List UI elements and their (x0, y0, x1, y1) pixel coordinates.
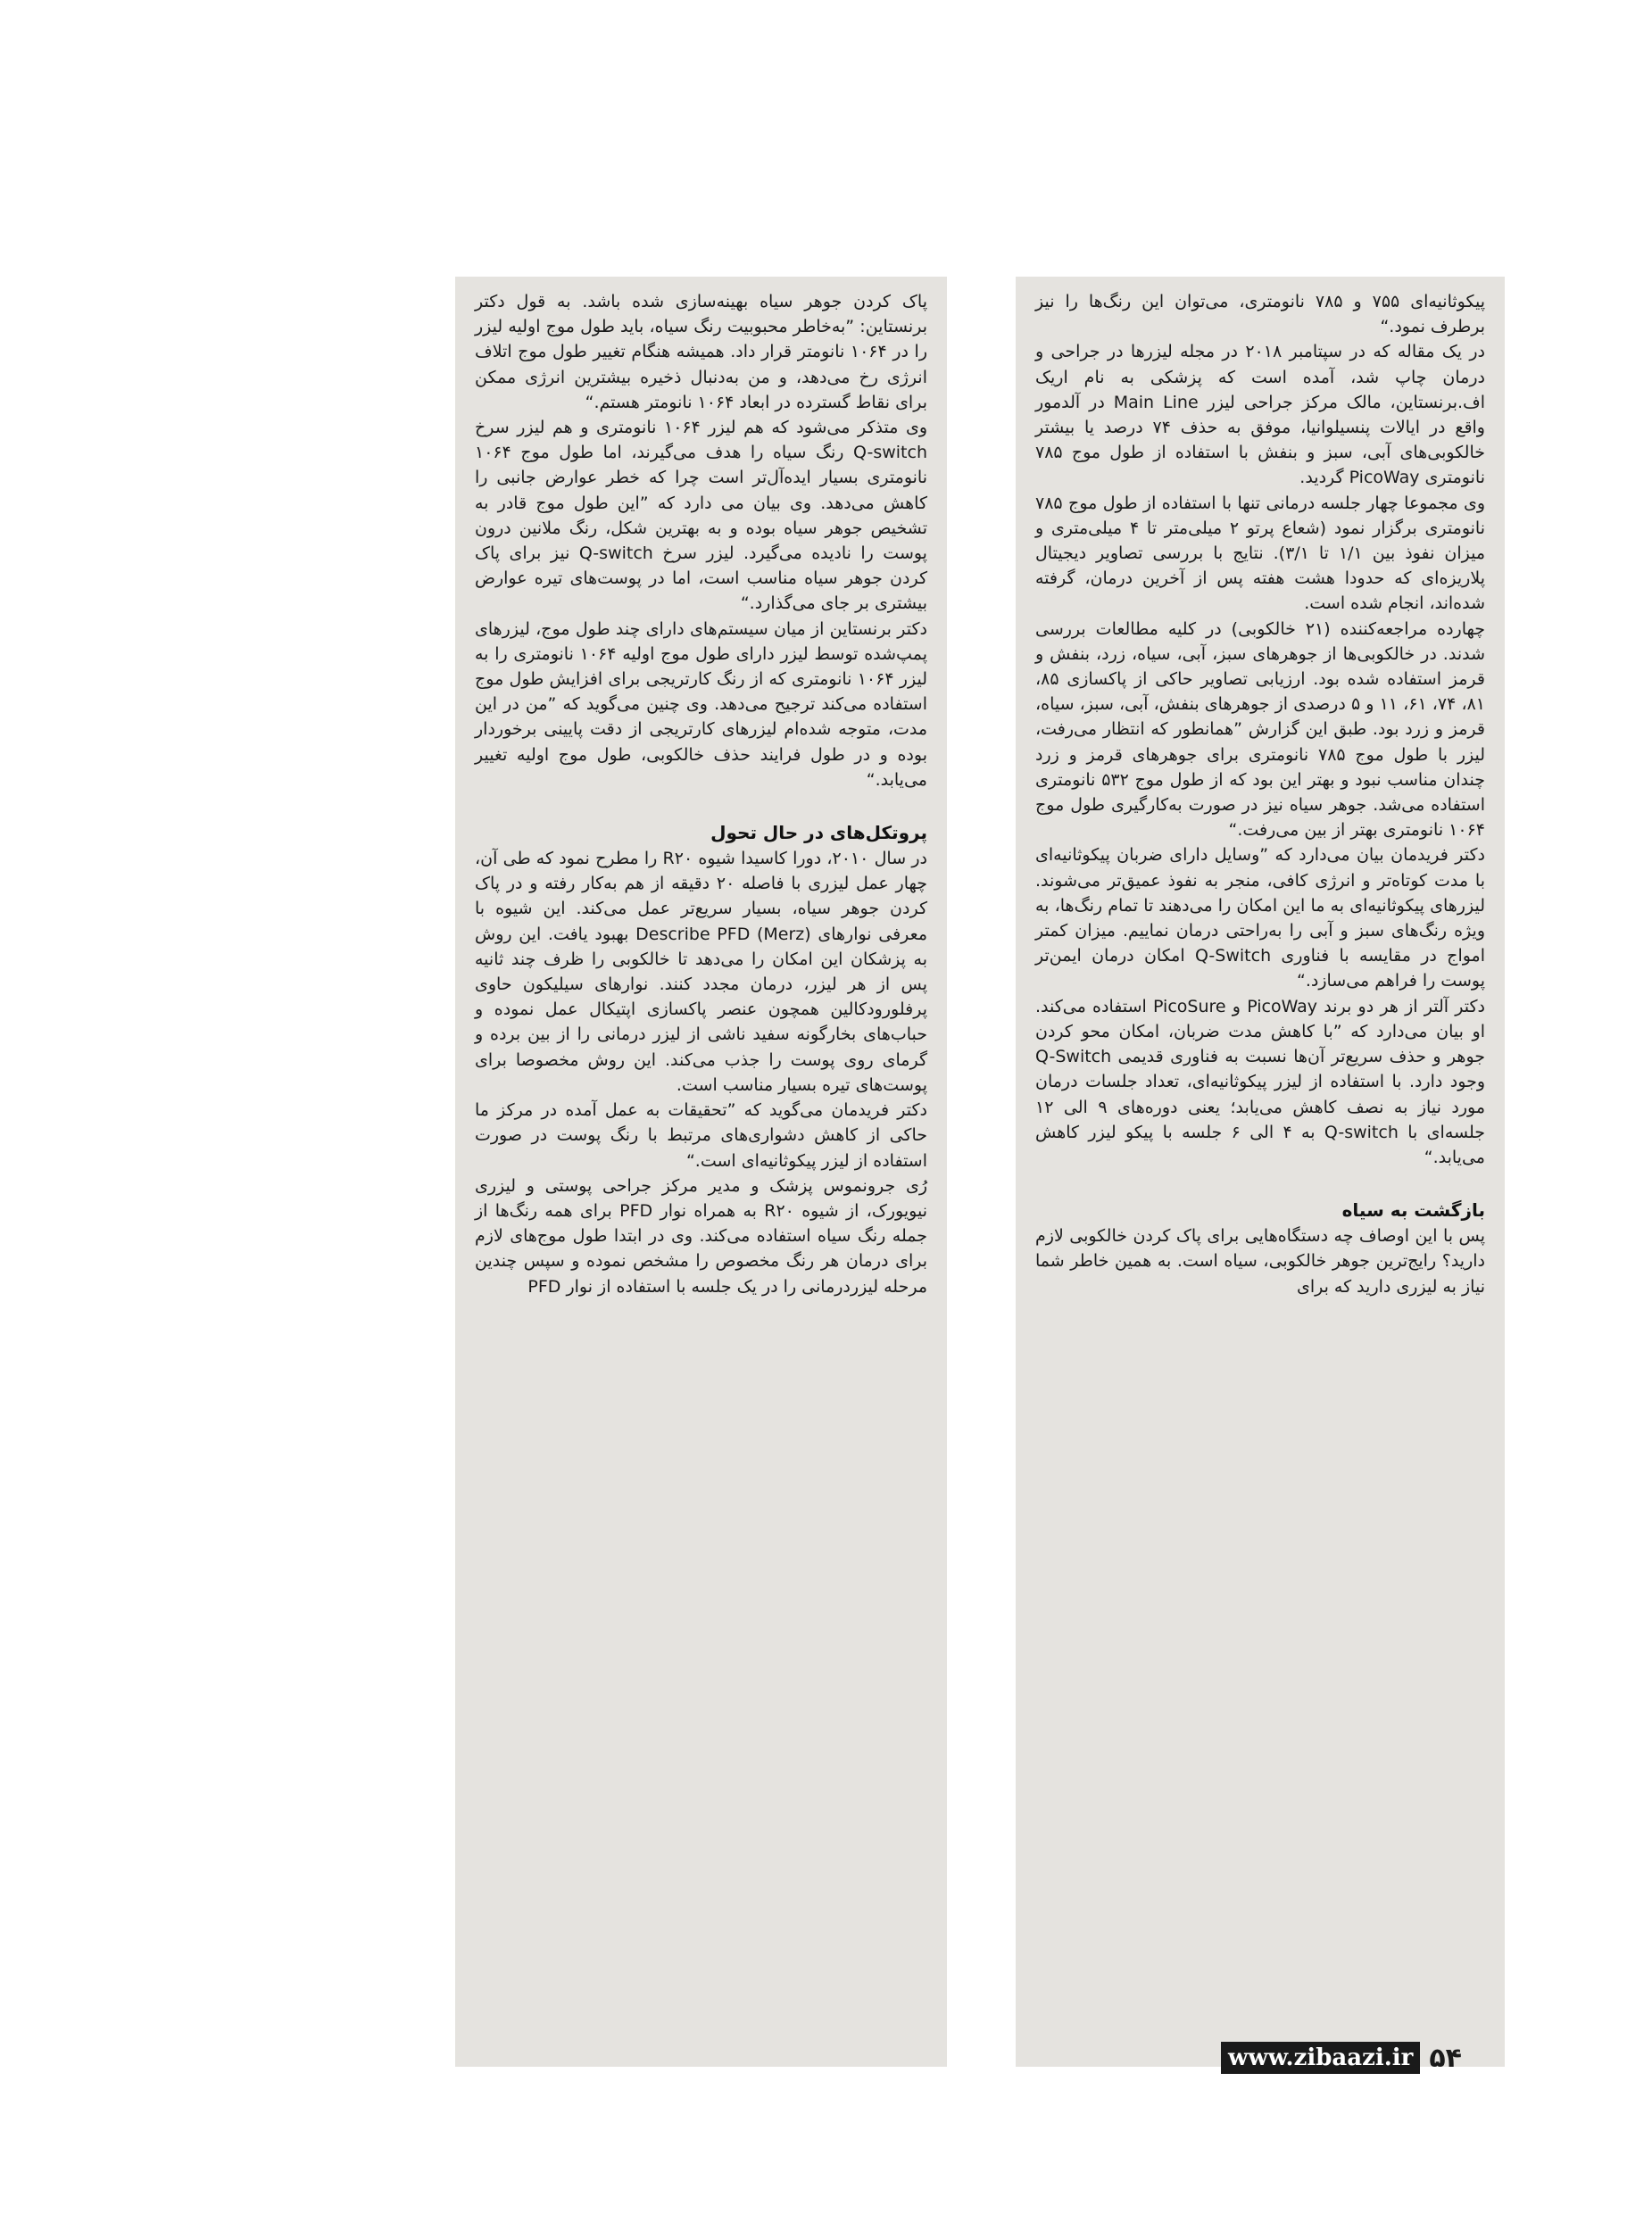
website-url[interactable]: www.zibaazi.ir (1221, 2042, 1420, 2074)
section-spacer (475, 792, 927, 819)
left-paragraph-5: دکتر فریدمان می‌گوید که ”تحقیقات به عمل آمده در مرکز ما حاکی از کاهش دشواری‌های مرتبط با رنگ پوست در صورت استفاده از لیزر پیکوثانیه‌ای است.“ (475, 1100, 927, 1171)
right-paragraph-7: پس با این اوصاف چه دستگاه‌هایی برای پاک کردن خالکوبی لازم دارید؟ رایج‌ترین جوهر خالکوبی، سیاه است. به همین خاطر شما نیاز به لیزری دارید که برای (1035, 1226, 1485, 1297)
left-paragraph-6: رُی جرونموس پزشک و مدیر مرکز جراحی پوستی و لیزری نیویورک، از شیوه R۲۰ به همراه نوار PFD برای همه رنگ‌ها از جمله رنگ سیاه استفاده می‌کند. وی در ابتدا طول موج‌های لازم برای درمان هر رنگ مخصوص را مشخص نموده و سپس چندین مرحله لیزردرمانی را در یک جلسه با استفاده از نوار PFD (475, 1175, 927, 1297)
right-paragraph-3: وی مجموعا چهار جلسه درمانی تنها با استفاده از طول موج ۷۸۵ نانومتری برگزار نمود (شعاع پرتو ۲ میلی‌متر تا ۴ میلی‌متری و میزان نفوذ بین ۱/۱ تا ۳/۱). نتایج با بررسی تصاویر دیجیتال پلاریزه‌ای که حدودا هشت هفته پس از آخرین درمان، گرفته شده‌اند، انجام شده است. (1035, 493, 1486, 614)
section-spacer (1035, 1170, 1485, 1197)
left-column (455, 277, 947, 2067)
section-heading-evolving-protocols: پروتکل‌های در حال تحول (710, 822, 927, 844)
right-paragraph-1: پیکوثانیه‌ای ۷۵۵ و ۷۸۵ نانومتری، می‌توان این رنگ‌ها را نیز برطرف نمود.“ (1035, 292, 1485, 337)
page-footer (1221, 2040, 1462, 2076)
right-paragraph-5: دکتر فریدمان بیان می‌دارد که ”وسایل دارای ضربان پیکوثانیه‌ای با مدت کوتاه‌تر و انرژی کافی، منجر به نفوذ عمیق‌تر می‌شوند. لیزرهای پیکوثانیه‌ای به ما این امکان را می‌دهند تا تمام رنگ‌ها، به ویژه رنگ‌های سبز و آبی را به‌راحتی درمان نماییم. میزان کمتر امواج در مقایسه با فناوری Q-Switch امکان درمان ایمن‌تر پوست را فراهم می‌سازد.“ (1035, 845, 1485, 991)
right-paragraph-6: دکتر آلتر از هر دو برند PicoWay و PicoSure استفاده می‌کند. او بیان می‌دارد که ”با کاهش مدت ضربان، امکان محو کردن جوهر و حذف سریع‌تر آن‌ها نسبت به فناوری قدیمی Q-Switch وجود دارد. با استفاده از لیزر پیکوثانیه‌ای، تعداد جلسات درمان مورد نیاز به نصف کاهش می‌یابد؛ یعنی دوره‌های ۹ الی ۱۲ جلسه‌ای با Q-switch به ۴ الی ۶ جلسه با پیکو لیزر کاهش می‌یابد.“ (1035, 996, 1486, 1167)
right-column (1016, 277, 1505, 2067)
section-heading-back-to-black: بازگشت به سیاه (1341, 1199, 1485, 1222)
left-paragraph-4: در سال ۲۰۱۰، دورا کاسیدا شیوه R۲۰ را مطرح نمود که طی آن، چهار عمل لیزری با فاصله ۲۰ دقیقه از هم به‌کار رفته و در پاک کردن جوهر سیاه، بسیار سریع‌تر عمل می‌کند. این شیوه با معرفی نوارهای Describe PFD (Merz) بهبود یافت. این روش به پزشکان این امکان را می‌دهد تا خالکوبی را ظرف چند ثانیه پس از هر لیزر، درمان مجدد کنند. نوارهای سیلیکون حاوی پرفلورودکالین همچون عنصر پاکسازی اپتیکال عمل نموده و حباب‌های بخارگونه سفید ناشی از لیزر درمانی را از بین برده و گرمای روی پوست را جذب می‌کند. این روش مخصوصا برای پوست‌های تیره بسیار مناسب است. (475, 849, 928, 1095)
right-paragraph-2: در یک مقاله که در سپتامبر ۲۰۱۸ در مجله لیزرها در جراحی و درمان چاپ شد، آمده است که پزشکی به نام اریک اف.برنستاین، مالک مرکز جراحی لیزر Main Line در آلدمور واقع در ایالات پنسیلوانیا، موفق به حذف ۷۴ درصد یا بیشتر خالکوبی‌های آبی، سبز و بنفش با استفاده از طول موج ۷۸۵ نانومتری PicoWay گردید. (1035, 342, 1485, 488)
page-number: ۵۴ (1429, 2042, 1462, 2074)
left-paragraph-1: پاک کردن جوهر سیاه بهینه‌سازی شده باشد. به قول دکتر برنستاین: ”به‌خاطر محبوبیت رنگ سیاه، باید طول موج اولیه لیزر را در ۱۰۶۴ نانومتر قرار داد. همیشه هنگام تغییر طول موج اتلاف انرژی رخ می‌دهد، و من به‌دنبال ذخیره بیشترین انرژی ممکن برای نقاط گسترده در ابعاد ۱۰۶۴ نانومتر هستم.“ (475, 292, 928, 412)
left-paragraph-3: دکتر برنستاین از میان سیستم‌های دارای چند طول موج، لیزرهای پمپ‌شده توسط لیزر دارای طول موج اولیه ۱۰۶۴ نانومتری را به لیزر ۱۰۶۴ نانومتری که از رنگ کارتریجی برای افزایش طول موج استفاده می‌کند ترجیح می‌دهد. وی چنین می‌گوید که ”من در این مدت، متوجه شده‌ام لیزرهای کارتریجی از دقت پایینی برخوردار بوده و در طول فرایند حذف خالکوبی، طول موج اولیه تغییر می‌یابد.“ (475, 618, 927, 790)
right-paragraph-4: چهارده مراجعه‌کننده (۲۱ خالکوبی) در کلیه مطالعات بررسی شدند. در خالکوبی‌ها از جوهرهای سبز، آبی، سیاه، زرد، بنفش و قرمز استفاده شده بود. ارزیابی تصاویر حاکی از پاکسازی ۸۵، ۸۱، ۷۴، ۶۱، ۱۱ و ۵ درصدی از جوهرهای بنفش، آبی، سبز، سیاه، قرمز و زرد بود. طبق این گزارش ”همانطور که انتظار می‌رفت، لیزر با طول موج ۷۸۵ نانومتری برای جوهرهای قرمز و زرد چندان مناسب نبود و بهتر این بود که از طول موج ۵۳۲ نانومتری استفاده می‌شد. جوهر سیاه نیز در صورت به‌کارگیری طول موج ۱۰۶۴ نانومتری بهتر از بین می‌رفت.“ (1035, 618, 1485, 841)
left-paragraph-2: وی متذکر می‌شود که هم لیزر ۱۰۶۴ نانومتری و هم لیزر سرخ Q-switch رنگ سیاه را هدف می‌گیرند، اما طول موج ۱۰۶۴ نانومتری بسیار ایده‌آل‌تر است چرا که خطر عوارض جانبی را کاهش می‌دهد. وی بیان می دارد که ”این طول موج قادر به تشخیص جوهر سیاه بوده و به بهترین شکل، رنگ ملانین درون پوست را نادیده می‌گیرد. لیزر سرخ Q-switch نیز برای پاک کردن جوهر سیاه مناسب است، اما در پوست‌های تیره عوارض بیشتری بر جای می‌گذارد.“ (475, 418, 927, 614)
